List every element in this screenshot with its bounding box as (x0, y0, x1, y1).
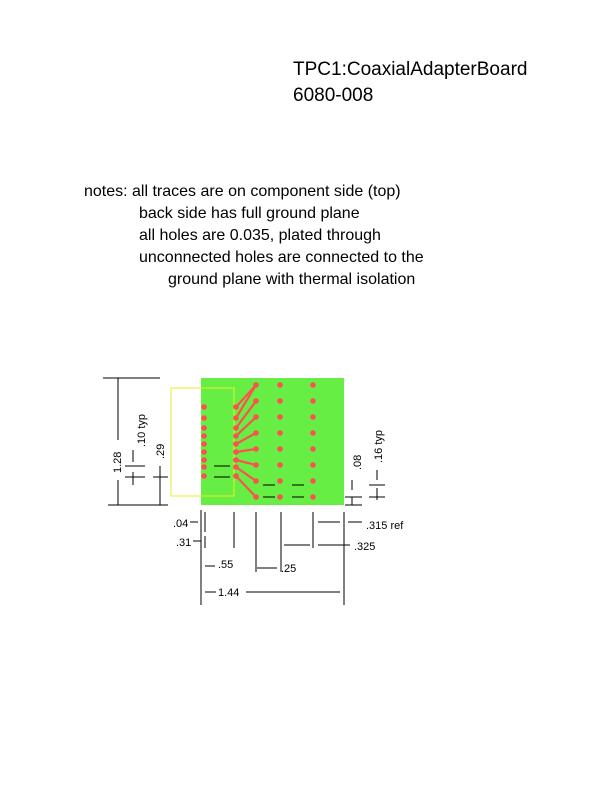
coax-hole (253, 414, 259, 420)
coax-hole (310, 430, 316, 436)
connector-pad (233, 449, 239, 455)
coax-hole (253, 462, 259, 468)
coax-hole (277, 494, 283, 500)
coax-hole (277, 382, 283, 388)
coax-hole (253, 494, 259, 500)
note-line-thermal: ground plane with thermal isolation (168, 271, 416, 288)
connector-pin (201, 415, 207, 421)
dim-25: .25 (281, 563, 297, 575)
connector-pad (233, 441, 239, 447)
connector-pad (233, 433, 239, 439)
dim-offset-right: .08 (352, 454, 364, 470)
coax-hole (310, 462, 316, 468)
coax-hole (277, 430, 283, 436)
coax-hole (277, 462, 283, 468)
dim-offset-left: .29 (155, 443, 167, 459)
note-line-traces: notes: all traces are on component side (top) (84, 183, 401, 200)
connector-pin (201, 473, 207, 479)
note-line-holes: all holes are 0.035, plated through (139, 227, 381, 244)
coax-hole (310, 414, 316, 420)
connector-pad (233, 464, 239, 470)
coax-hole (310, 382, 316, 388)
coax-hole (277, 478, 283, 484)
dim-31: .31 (176, 537, 192, 549)
coax-hole (253, 398, 259, 404)
note-line-unconnected: unconnected holes are connected to the (139, 249, 424, 266)
dim-04: .04 (173, 518, 189, 530)
board-title: TPC1:CoaxialAdapterBoard (293, 59, 528, 80)
coax-hole (310, 478, 316, 484)
coax-hole (253, 446, 259, 452)
connector-pin (201, 464, 207, 470)
dim-315-ref: .315 ref (366, 520, 404, 532)
connector-pin (201, 404, 207, 410)
dim-55: .55 (218, 559, 234, 571)
connector-pad (233, 457, 239, 463)
connector-pad (233, 473, 239, 479)
connector-pin (201, 441, 207, 447)
connector-pin (201, 425, 207, 431)
connector-pin (201, 433, 207, 439)
note-line-ground-plane: back side has full ground plane (139, 205, 360, 222)
board-outline (201, 378, 344, 505)
dim-325: .325 (354, 541, 376, 553)
coax-hole (277, 446, 283, 452)
connector-pad (233, 404, 239, 410)
dim-height-total: 1.28 (112, 451, 124, 473)
connector-pad (233, 415, 239, 421)
coax-hole (253, 382, 259, 388)
coax-hole (253, 430, 259, 436)
connector-pin (201, 457, 207, 463)
connector-pad (233, 425, 239, 431)
coax-hole (277, 414, 283, 420)
dim-width-total: 1.44 (218, 587, 240, 599)
coax-hole (277, 398, 283, 404)
coax-hole (310, 398, 316, 404)
part-number: 6080-008 (293, 85, 374, 106)
connector-pin (201, 449, 207, 455)
dim-pitch-right: .16 typ (373, 429, 385, 463)
dim-pitch-left: .10 typ (136, 413, 148, 447)
coax-hole (310, 446, 316, 452)
coax-hole (310, 494, 316, 500)
coax-hole (253, 478, 259, 484)
